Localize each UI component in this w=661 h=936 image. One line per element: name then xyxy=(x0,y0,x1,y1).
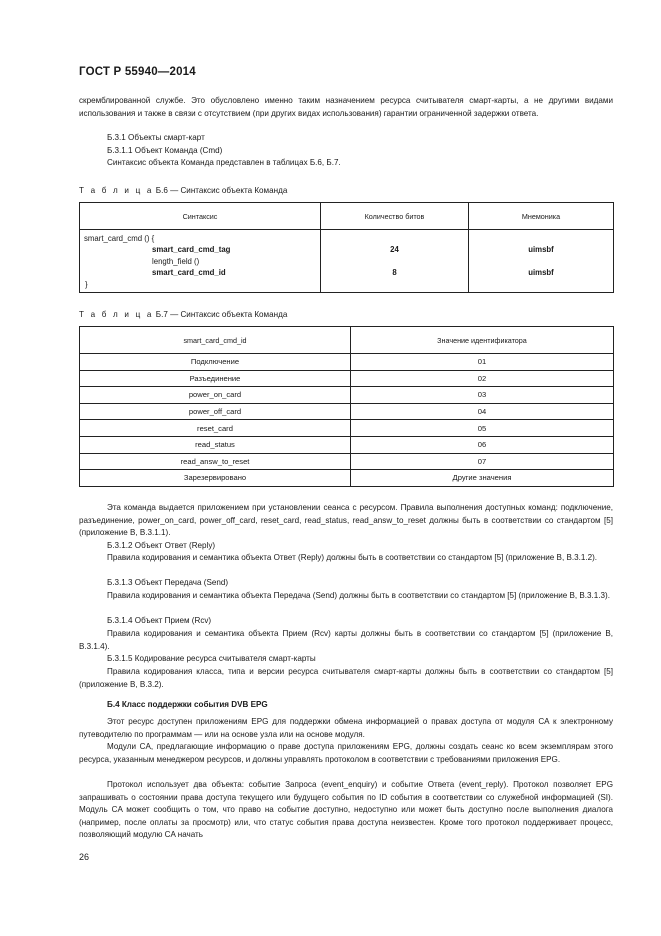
ca-modules-paragraph: Модули CA, предлагающие информацию о праве доступа приложениям EPG, должны создать сеанс ко всем экземплярам этого ресурса, указанным менеджером ресурсов, и должны управлять протоколом в соответствии с требованиями приложения EPG. xyxy=(79,742,613,764)
table7-id-cell: reset_card xyxy=(80,420,351,437)
table6-header-cell: Мнемоника xyxy=(469,203,614,230)
send-paragraph: Правила кодирования и семантика объекта Передача (Send) должны быть в соответствии со стандартом [5] (приложение В, В.3.1.3). xyxy=(107,591,611,600)
table-row xyxy=(80,403,614,420)
table7-id-cell: read_status xyxy=(80,436,351,453)
mnemonic-value: uimsbf xyxy=(528,245,554,255)
table-row xyxy=(80,453,614,470)
table7-id-cell: read_answ_to_reset xyxy=(80,453,351,470)
table7-id-cell: power_on_card xyxy=(80,387,351,404)
section-b3115-heading: Б.3.1.5 Кодирование ресурса считывателя смарт-карты xyxy=(107,654,316,663)
table6-body-row xyxy=(80,230,614,293)
page-number: 26 xyxy=(79,852,90,862)
table6-syntax-cell xyxy=(80,230,321,293)
rcv-paragraph: Правила кодирования и семантика объекта Прием (Rcv) карты должны быть в соответствии со стандартом [5] (приложение В, В.3.1.4). xyxy=(79,629,613,651)
table7-header-row xyxy=(80,327,614,354)
syntax-open-line: smart_card_cmd () { xyxy=(84,234,155,243)
table6-header-cell: Количество битов xyxy=(321,203,469,230)
table-row xyxy=(80,354,614,371)
table7-value-cell: 06 xyxy=(351,436,614,453)
table7-header-cell: Значение идентификатора xyxy=(351,327,614,354)
table6-mnemonic-cell xyxy=(469,230,614,293)
table-row xyxy=(80,387,614,404)
table7-id-cell: power_off_card xyxy=(80,403,351,420)
table-7 xyxy=(79,326,614,487)
table-6 xyxy=(79,202,614,293)
section-b3112-heading: Б.3.1.2 Объект Ответ (Reply) xyxy=(107,541,216,550)
table7-value-cell: 04 xyxy=(351,403,614,420)
table7-id-cell: Разъединение xyxy=(80,370,351,387)
syntax-field: length_field () xyxy=(152,256,200,266)
table7-caption-text: Б.7 — Синтаксис объекта Команда xyxy=(153,310,288,319)
table7-header-cell: smart_card_cmd_id xyxy=(80,327,351,354)
bits-value: 24 xyxy=(390,245,399,255)
section-b4-heading: Б.4 Класс поддержки события DVB EPG xyxy=(107,700,268,709)
table6-caption-prefix: Т а б л и ц а xyxy=(79,186,154,195)
table7-id-cell: Подключение xyxy=(80,354,351,371)
table-row xyxy=(80,470,614,487)
table7-id-cell: Зарезервировано xyxy=(80,470,351,487)
syntax-field: smart_card_cmd_tag xyxy=(152,245,231,255)
table7-value-cell: 05 xyxy=(351,420,614,437)
table7-value-cell: 02 xyxy=(351,370,614,387)
table6-header-row xyxy=(80,203,614,230)
table7-value-cell: 07 xyxy=(351,453,614,470)
reply-paragraph: Правила кодирования и семантика объекта Ответ (Reply) должны быть в соответствии со стандартом [5] (приложение В, В.3.1.2). xyxy=(107,553,598,562)
bits-value: 8 xyxy=(392,268,397,278)
bits-value xyxy=(322,256,467,267)
intro-paragraph: скремблированной службе. Это обусловлено именно таким назначением ресурса считывателя смарт-карты, а не другими видами использования и также в связи с отсутствием (при других видах использования) гарантии ограниченной задержки ответа. xyxy=(79,96,613,118)
protocol-paragraph: Протокол использует два объекта: событие Запроса (event_enquiry) и событие Ответа (event_reply). Протокол позволяет EPG запрашивать о состоянии права доступа текущего или будущего события по ID события в соответствии со служебной информацией (SI). Модуль CA может сообщить о том, что право на событие доступно, недоступно или может быть доступно после выполнения диалога (например, после оплаты за просмотр) или, что статус события права доступа неизвестен. Кроме того протокол поддерживает процесс, позволяющий модулю CA начать xyxy=(79,780,613,840)
syntax-field: smart_card_cmd_id xyxy=(152,268,226,278)
section-b311-heading: Б.3.1 Объекты смарт-карт xyxy=(107,133,205,142)
table7-value-cell: 01 xyxy=(351,354,614,371)
table6-bits-cell xyxy=(321,230,469,293)
table7-caption-prefix: Т а б л и ц а xyxy=(79,310,154,319)
section-b3113-heading: Б.3.1.3 Объект Передача (Send) xyxy=(107,578,229,587)
table7-value-cell: 03 xyxy=(351,387,614,404)
table6-caption-text: Б.6 — Синтаксис объекта Команда xyxy=(153,186,288,195)
table7-caption xyxy=(79,310,287,319)
epg-resource-paragraph: Этот ресурс доступен приложениям EPG для поддержки обмена информацией о правах доступа от модуля CA к электронному путеводителю по программам — или на основе узла или на основе модуля. xyxy=(79,717,613,739)
command-description-paragraph: Эта команда выдается приложением при установлении сеанса с ресурсом. Правила выполнения доступных команд: подключение, разъединение, power_on_card, power_off_card, reset_card, read_status, read_answ_to_reset должны быть в соответствии со стандартом [5] (приложение В, В.3.1.1). xyxy=(79,503,613,538)
section-b3111-heading: Б.3.1.1 Объект Команда (Cmd) xyxy=(107,146,223,155)
table-reference-text: Синтаксис объекта Команда представлен в таблицах Б.6, Б.7. xyxy=(107,158,341,167)
table-row xyxy=(80,370,614,387)
table-row xyxy=(80,420,614,437)
mnemonic-value: uimsbf xyxy=(528,268,554,278)
resource-coding-paragraph: Правила кодирования класса, типа и версии ресурса считывателя смарт-карты должны быть в соответствии со стандартом [5] (приложение В, В.3.2). xyxy=(79,667,613,689)
table7-value-cell: Другие значения xyxy=(351,470,614,487)
table6-header-cell: Синтаксис xyxy=(80,203,321,230)
syntax-close-line: } xyxy=(85,279,88,289)
document-header: ГОСТ Р 55940—2014 xyxy=(79,66,196,78)
table6-caption xyxy=(79,186,287,195)
section-b3114-heading: Б.3.1.4 Объект Прием (Rcv) xyxy=(107,616,212,625)
mnemonic-value xyxy=(470,256,612,267)
table-row xyxy=(80,436,614,453)
